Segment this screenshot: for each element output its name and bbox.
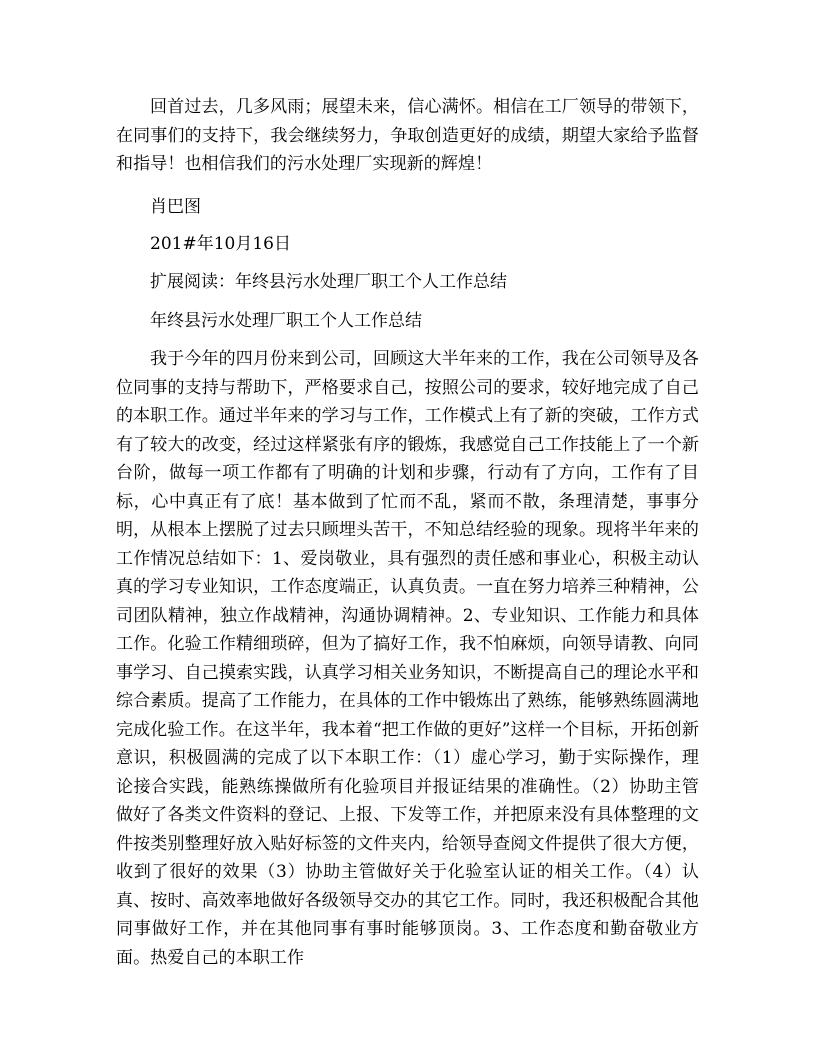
closing-paragraph: 回首过去，几多风雨；展望未来，信心满怀。相信在工厂领导的带领下，在同事们的支持下，我会继续努力，争取创造更好的成绩，期望大家给予监督和指导！也相信我们的污水处理厂实现新的辉煌！ [116, 97, 699, 174]
summary-paragraph: 我于今年的四月份来到公司，回顾这大半年来的工作，我在公司领导及各位同事的支持与帮助下，严格要求自己，按照公司的要求，较好地完成了自己的本职工作。通过半年来的学习与工作，工作模式上有了新的突破，工作方式有了较大的改变，经过这样紧张有序的锻炼，我感觉自己工作技能上了一个新台阶，做每一项工作都有了明确的计划和步骤，行动有了方向，工作有了目标，心中真正有了底！基本做到了忙而不乱，紧而不散，条理清楚，事事分明，从根本上摆脱了过去只顾埋头苦干，不知总结经验的现象。现将半年来的工作情况总结如下：1、爱岗敬业，具有强烈的责任感和事业心，积极主动认真的学习专业知识，工作态度端正，认真负责。一直在努力培养三种精神，公司团队精神，独立作战精神，沟通协调精神。2、专业知识、工作能力和具体工作。化验工作精细琐碎，但为了搞好工作，我不怕麻烦，向领导请教、向同事学习、自己摸索实践，认真学习相关业务知识，不断提高自己的理论水平和综合素质。提高了工作能力，在具体的工作中锻炼出了熟练，能够熟练圆满地完成化验工作。在这半年，我本着“把工作做的更好”这样一个目标，开拓创新意识，积极圆满的完成了以下本职工作：（1）虚心学习，勤于实际操作，理论接合实践，能熟练操做所有化验项目并报证结果的准确性。（2）协助主管做好了各类文件资料的登记、上报、下发等工作，并把原来没有具体整理的文件按类别整理好放入贴好标签的文件夹内，给领导查阅文件提供了很大方便，收到了很好的效果（3）协助主管做好关于化验室认证的相关工作。（4）认真、按时、高效率地做好各级领导交办的其它工作。同时，我还积极配合其他同事做好工作，并在其他同事有事时能够顶岗。3、工作态度和勤奋敬业方面。热爱自己的本职工作 [116, 349, 699, 968]
author-name: 肖巴图 [150, 197, 201, 217]
document-date: 201#年10月16日 [150, 234, 291, 254]
section-title: 年终县污水处理厂职工个人工作总结 [150, 311, 422, 331]
extended-reading-heading: 扩展阅读：年终县污水处理厂职工个人工作总结 [150, 272, 507, 292]
